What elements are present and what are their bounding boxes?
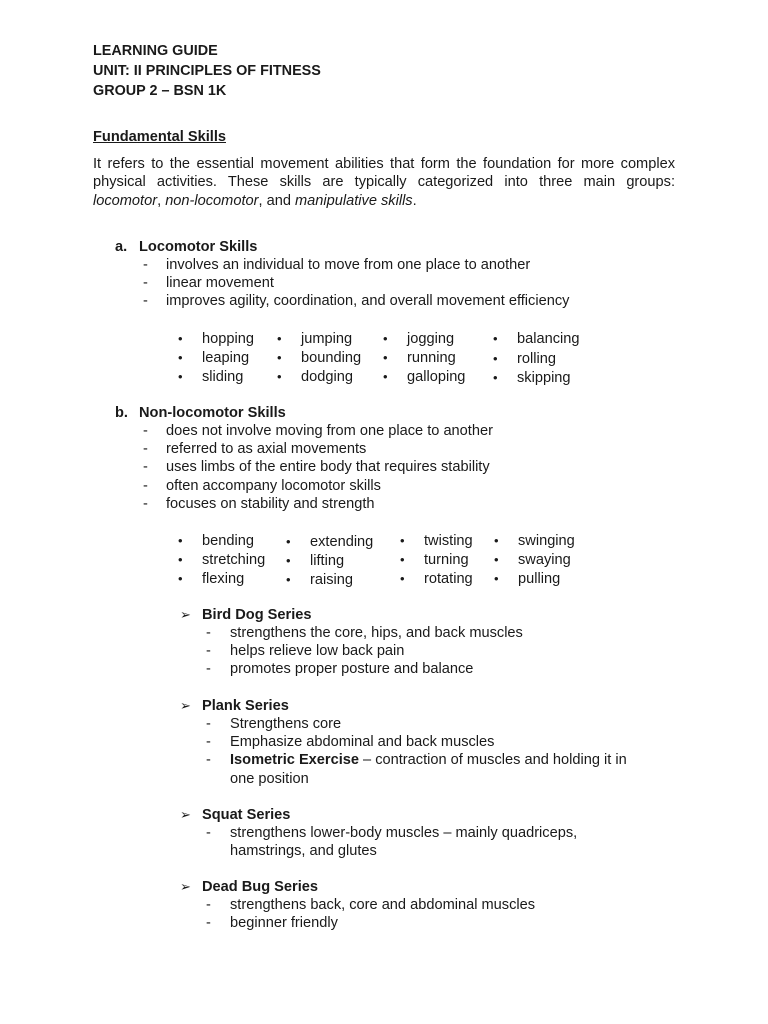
list-item: - beginner friendly xyxy=(206,915,338,932)
plank-series xyxy=(180,697,646,788)
intro-sep: , xyxy=(157,192,166,209)
list-item: - referred to as axial movements xyxy=(143,441,367,458)
skill-item: • skipping xyxy=(493,370,571,386)
skill-item: • lifting xyxy=(286,553,345,569)
list-item: - helps relieve low back pain xyxy=(206,643,405,660)
intro-paragraph xyxy=(93,155,675,210)
skill-item: • jogging xyxy=(383,331,455,347)
list-item: - Strengthens core xyxy=(206,716,342,732)
term-manipulative: manipulative skills xyxy=(295,192,413,209)
series-title: ➢ Bird Dog Series xyxy=(180,607,312,623)
section-title-fundamental-skills: Fundamental Skills xyxy=(93,129,226,145)
section-title-text: Locomotor Skills xyxy=(139,239,258,255)
intro-text: It refers to the essential movement abilities that form the foundation for more complex physical activities. These skills are typically categorized into three main groups: xyxy=(93,156,675,191)
section-title-non-locomotor xyxy=(115,404,286,422)
skill-item: • pulling xyxy=(494,571,561,587)
skill-item: • stretching xyxy=(178,552,266,568)
non-locomotor-points xyxy=(143,422,493,513)
skill-item: • galloping xyxy=(383,369,466,385)
header-group: GROUP 2 – BSN 1K xyxy=(93,83,227,99)
skill-item: • jumping xyxy=(277,331,353,347)
skill-item: • flexing xyxy=(178,571,245,587)
section-title-locomotor xyxy=(115,238,257,256)
isometric-exercise-term: Isometric Exercise xyxy=(230,752,359,769)
intro-end: . xyxy=(412,192,417,209)
skill-item: • turning xyxy=(400,552,469,568)
section-letter: a. xyxy=(115,239,128,255)
header-learning-guide: LEARNING GUIDE xyxy=(93,43,218,59)
arrow-icon: ➢ xyxy=(180,698,191,713)
skill-item: • bending xyxy=(178,533,254,549)
list-item: - involves an individual to move from one place to another xyxy=(143,257,531,273)
skill-item: • sliding xyxy=(178,369,244,385)
list-item: - Isometric Exercise – contraction of muscles and holding it in one position xyxy=(206,752,627,787)
section-title-text: Non-locomotor Skills xyxy=(139,405,286,421)
intro-sep: , and xyxy=(258,192,295,209)
skill-item: • rotating xyxy=(400,571,473,587)
term-non-locomotor: non-locomotor xyxy=(165,192,259,209)
series-points xyxy=(206,896,646,932)
arrow-icon: ➢ xyxy=(180,607,191,622)
skill-item: • running xyxy=(383,350,456,366)
list-item: - improves agility, coordination, and overall movement efficiency xyxy=(143,293,570,310)
list-item: - does not involve moving from one place to another xyxy=(143,423,493,439)
series-points xyxy=(206,624,646,679)
series-title: ➢ Squat Series xyxy=(180,807,291,823)
bird-dog-series xyxy=(180,606,646,679)
squat-series xyxy=(180,806,596,860)
term-locomotor: locomotor xyxy=(93,192,158,209)
list-item: - strengthens lower-body muscles – mainly quadriceps, hamstrings, and glutes xyxy=(206,825,578,860)
header-unit: UNIT: II PRINCIPLES OF FITNESS xyxy=(93,63,321,79)
list-item: - linear movement xyxy=(143,275,274,292)
skill-item: • swinging xyxy=(494,533,575,549)
list-item: - Emphasize abdominal and back muscles xyxy=(206,734,495,751)
skill-item: • extending xyxy=(286,534,374,550)
list-item: - strengthens the core, hips, and back muscles xyxy=(206,625,523,641)
list-item: - promotes proper posture and balance xyxy=(206,661,474,678)
arrow-icon: ➢ xyxy=(180,807,191,822)
section-letter: b. xyxy=(115,405,128,421)
skill-item: • rolling xyxy=(493,351,556,367)
skill-item: • twisting xyxy=(400,533,473,549)
series-points xyxy=(206,824,596,860)
locomotor-points xyxy=(143,256,569,311)
list-item: - strengthens back, core and abdominal muscles xyxy=(206,897,536,913)
dead-bug-series xyxy=(180,878,646,932)
skill-item: • bounding xyxy=(277,350,362,366)
skill-item: • leaping xyxy=(178,350,250,366)
skill-item: • dodging xyxy=(277,369,353,385)
arrow-icon: ➢ xyxy=(180,879,191,894)
list-item: - focuses on stability and strength xyxy=(143,495,375,512)
skill-item: • raising xyxy=(286,572,353,588)
list-item: - often accompany locomotor skills xyxy=(143,477,381,494)
series-points xyxy=(206,715,646,788)
series-title: ➢ Plank Series xyxy=(180,698,289,714)
skill-item: • swaying xyxy=(494,552,571,568)
list-item: - uses limbs of the entire body that requires stability xyxy=(143,459,490,476)
series-title: ➢ Dead Bug Series xyxy=(180,879,318,895)
skill-item: • balancing xyxy=(493,331,580,347)
skill-item: • hopping xyxy=(178,331,254,347)
